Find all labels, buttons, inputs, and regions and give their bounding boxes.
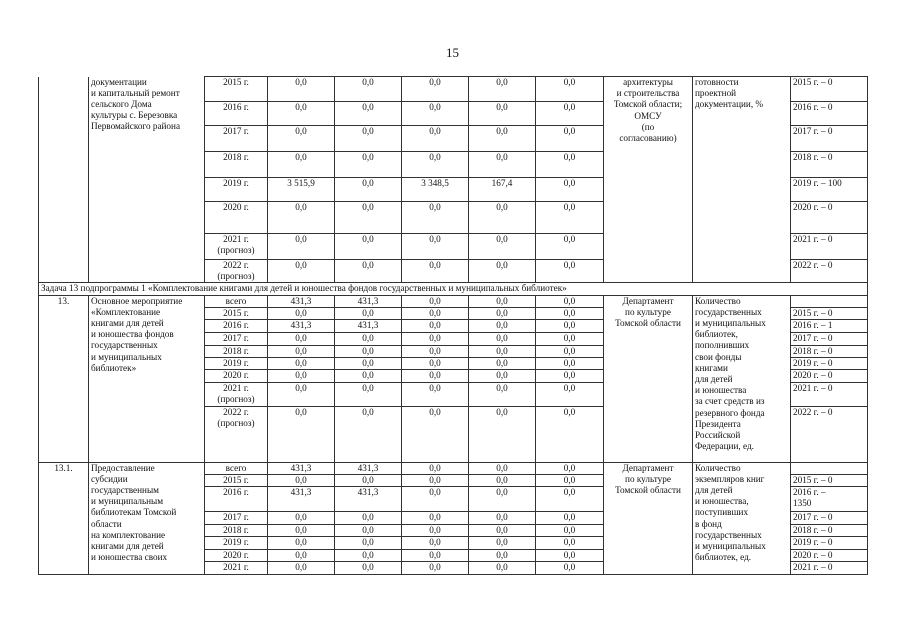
- value-cell: 0,0: [268, 260, 335, 283]
- value-cell: 0,0: [536, 370, 604, 382]
- indicator-value: 2016 г. – 1350: [791, 487, 868, 512]
- indicator-name: готовности проектной документации, %: [693, 77, 791, 283]
- value-cell: 0,0: [335, 537, 402, 550]
- value-cell: 3 348,5: [402, 178, 469, 202]
- value-cell: 0,0: [268, 406, 335, 462]
- indicator-value: 2019 г. – 100: [791, 178, 868, 202]
- year-cell: 2016 г.: [205, 487, 268, 512]
- value-cell: 0,0: [335, 382, 402, 406]
- year-cell: 2018 г.: [205, 152, 268, 178]
- value-cell: 0,0: [268, 102, 335, 126]
- value-cell: 0,0: [469, 358, 536, 370]
- indicator-value: 2021 г. – 0: [791, 234, 868, 260]
- value-cell: 0,0: [536, 202, 604, 234]
- value-cell: 0,0: [268, 382, 335, 406]
- row-number: [39, 77, 89, 283]
- value-cell: 0,0: [335, 77, 402, 102]
- year-cell: 2016 г.: [205, 102, 268, 126]
- indicator-name: Количество экземпляров книг для детей и юношества, поступивших в фонд государственных и муниципальных библиотек, ед.: [693, 462, 791, 574]
- indicator-value: 2021 г. – 0: [791, 562, 868, 574]
- value-cell: 0,0: [268, 358, 335, 370]
- indicator-value: 2019 г. – 0: [791, 358, 868, 370]
- value-cell: 0,0: [402, 474, 469, 486]
- value-cell: 0,0: [536, 126, 604, 152]
- value-cell: 0,0: [268, 346, 335, 358]
- value-cell: 0,0: [335, 152, 402, 178]
- year-cell: 2015 г.: [205, 307, 268, 319]
- value-cell: 0,0: [335, 102, 402, 126]
- value-cell: 0,0: [402, 512, 469, 525]
- value-cell: 0,0: [469, 77, 536, 102]
- value-cell: 431,3: [335, 295, 402, 307]
- value-cell: 0,0: [536, 537, 604, 550]
- value-cell: 0,0: [268, 525, 335, 537]
- year-cell: 2017 г.: [205, 512, 268, 525]
- value-cell: 0,0: [402, 462, 469, 474]
- value-cell: 0,0: [469, 512, 536, 525]
- indicator-value: 2015 г. – 0: [791, 307, 868, 319]
- year-cell: 2022 г. (прогноз): [205, 260, 268, 283]
- executor-cell: Департамент по культуре Томской области: [604, 295, 693, 462]
- value-cell: 0,0: [536, 550, 604, 562]
- indicator-value: 2017 г. – 0: [791, 126, 868, 152]
- year-cell: 2020 г.: [205, 370, 268, 382]
- value-cell: 0,0: [536, 295, 604, 307]
- value-cell: 0,0: [536, 512, 604, 525]
- indicator-value: 2022 г. – 0: [791, 260, 868, 283]
- value-cell: 0,0: [469, 260, 536, 283]
- value-cell: 0,0: [536, 406, 604, 462]
- indicator-value: [791, 295, 868, 307]
- value-cell: 431,3: [268, 320, 335, 333]
- value-cell: 0,0: [469, 346, 536, 358]
- value-cell: 0,0: [469, 126, 536, 152]
- value-cell: 0,0: [469, 562, 536, 574]
- indicator-value: 2016 г. – 0: [791, 102, 868, 126]
- value-cell: 0,0: [268, 550, 335, 562]
- row-number: 13.1.: [39, 462, 89, 574]
- value-cell: 0,0: [402, 550, 469, 562]
- value-cell: 431,3: [335, 487, 402, 512]
- value-cell: 0,0: [335, 406, 402, 462]
- value-cell: 0,0: [268, 202, 335, 234]
- year-cell: 2019 г.: [205, 178, 268, 202]
- year-cell: 2015 г.: [205, 77, 268, 102]
- value-cell: 0,0: [402, 260, 469, 283]
- indicator-value: 2016 г. – 1: [791, 320, 868, 333]
- program-table: [38, 76, 868, 575]
- value-cell: 0,0: [536, 320, 604, 333]
- indicator-value: 2019 г. – 0: [791, 537, 868, 550]
- year-cell: 2018 г.: [205, 346, 268, 358]
- table-row: [39, 295, 868, 307]
- year-cell: 2021 г. (прогноз): [205, 234, 268, 260]
- year-cell: 2019 г.: [205, 537, 268, 550]
- value-cell: 0,0: [469, 525, 536, 537]
- value-cell: 0,0: [268, 77, 335, 102]
- value-cell: 0,0: [335, 358, 402, 370]
- value-cell: 0,0: [335, 260, 402, 283]
- value-cell: 0,0: [469, 474, 536, 486]
- value-cell: 431,3: [335, 462, 402, 474]
- year-cell: 2017 г.: [205, 333, 268, 346]
- year-cell: всего: [205, 295, 268, 307]
- value-cell: 0,0: [469, 487, 536, 512]
- value-cell: 0,0: [268, 152, 335, 178]
- value-cell: 3 515,9: [268, 178, 335, 202]
- value-cell: 0,0: [268, 370, 335, 382]
- value-cell: 0,0: [402, 537, 469, 550]
- value-cell: 0,0: [536, 562, 604, 574]
- value-cell: 0,0: [402, 346, 469, 358]
- value-cell: 0,0: [335, 346, 402, 358]
- value-cell: 0,0: [402, 333, 469, 346]
- value-cell: 0,0: [402, 234, 469, 260]
- value-cell: 0,0: [402, 307, 469, 319]
- value-cell: 0,0: [402, 152, 469, 178]
- value-cell: 0,0: [469, 333, 536, 346]
- year-cell: 2021 г.: [205, 562, 268, 574]
- value-cell: 0,0: [536, 333, 604, 346]
- value-cell: 0,0: [402, 382, 469, 406]
- value-cell: 0,0: [268, 474, 335, 486]
- value-cell: 0,0: [536, 346, 604, 358]
- value-cell: 0,0: [268, 126, 335, 152]
- value-cell: 0,0: [268, 333, 335, 346]
- value-cell: 431,3: [268, 487, 335, 512]
- indicator-value: 2020 г. – 0: [791, 370, 868, 382]
- executor-cell: Департамент по культуре Томской области: [604, 462, 693, 574]
- value-cell: 0,0: [402, 102, 469, 126]
- value-cell: 0,0: [536, 102, 604, 126]
- value-cell: 0,0: [469, 537, 536, 550]
- value-cell: 0,0: [469, 295, 536, 307]
- value-cell: 0,0: [402, 406, 469, 462]
- year-cell: 2015 г.: [205, 474, 268, 486]
- value-cell: 0,0: [469, 550, 536, 562]
- indicator-value: 2020 г. – 0: [791, 550, 868, 562]
- value-cell: 431,3: [268, 462, 335, 474]
- value-cell: 0,0: [335, 178, 402, 202]
- value-cell: 0,0: [268, 307, 335, 319]
- value-cell: 0,0: [469, 462, 536, 474]
- value-cell: 0,0: [402, 370, 469, 382]
- indicator-value: 2022 г. – 0: [791, 406, 868, 462]
- table-row: [39, 462, 868, 474]
- measure-name: документации и капитальный ремонт сельского Дома культуры с. Березовка Первомайского района: [89, 77, 205, 283]
- value-cell: 0,0: [402, 202, 469, 234]
- value-cell: 0,0: [469, 234, 536, 260]
- measure-name: Основное мероприятие «Комплектование книгами для детей и юношества фондов государственных и муниципальных библиотек»: [89, 295, 205, 462]
- value-cell: 431,3: [268, 295, 335, 307]
- value-cell: 167,4: [469, 178, 536, 202]
- page-number: 15: [446, 45, 459, 60]
- value-cell: 0,0: [402, 358, 469, 370]
- indicator-value: 2017 г. – 0: [791, 333, 868, 346]
- value-cell: 0,0: [469, 406, 536, 462]
- year-cell: 2021 г. (прогноз): [205, 382, 268, 406]
- indicator-value: 2020 г. – 0: [791, 202, 868, 234]
- value-cell: 0,0: [268, 234, 335, 260]
- indicator-value: [791, 462, 868, 474]
- value-cell: 0,0: [335, 562, 402, 574]
- value-cell: 0,0: [536, 260, 604, 283]
- value-cell: 0,0: [335, 370, 402, 382]
- value-cell: 0,0: [402, 487, 469, 512]
- value-cell: 0,0: [402, 525, 469, 537]
- value-cell: 0,0: [536, 474, 604, 486]
- value-cell: 0,0: [268, 562, 335, 574]
- value-cell: 0,0: [335, 525, 402, 537]
- value-cell: 0,0: [268, 537, 335, 550]
- indicator-value: 2018 г. – 0: [791, 525, 868, 537]
- value-cell: 0,0: [536, 462, 604, 474]
- value-cell: 0,0: [536, 382, 604, 406]
- value-cell: 0,0: [469, 202, 536, 234]
- year-cell: 2018 г.: [205, 525, 268, 537]
- value-cell: 0,0: [402, 295, 469, 307]
- value-cell: 0,0: [469, 102, 536, 126]
- value-cell: 0,0: [469, 320, 536, 333]
- table-row: [39, 77, 868, 102]
- value-cell: 0,0: [536, 307, 604, 319]
- value-cell: 0,0: [402, 562, 469, 574]
- value-cell: 0,0: [469, 382, 536, 406]
- value-cell: 0,0: [335, 550, 402, 562]
- value-cell: 0,0: [536, 487, 604, 512]
- year-cell: 2016 г.: [205, 320, 268, 333]
- indicator-value: 2021 г. – 0: [791, 382, 868, 406]
- value-cell: 0,0: [335, 474, 402, 486]
- year-cell: 2017 г.: [205, 126, 268, 152]
- indicator-value: 2017 г. – 0: [791, 512, 868, 525]
- executor-cell: архитектуры и строительства Томской области; ОМСУ (по согласованию): [604, 77, 693, 283]
- value-cell: 0,0: [469, 307, 536, 319]
- indicator-name: Количество государственных и муниципальных библиотек, пополнивших свои фонды книгами для детей и юношества за счет средств из резервного фонда Президента Российской Федерации, ед.: [693, 295, 791, 462]
- value-cell: 0,0: [536, 77, 604, 102]
- row-number: 13.: [39, 295, 89, 462]
- value-cell: 0,0: [402, 320, 469, 333]
- value-cell: 0,0: [335, 202, 402, 234]
- value-cell: 0,0: [469, 152, 536, 178]
- year-cell: 2020 г.: [205, 202, 268, 234]
- value-cell: 0,0: [268, 512, 335, 525]
- indicator-value: 2015 г. – 0: [791, 77, 868, 102]
- value-cell: 0,0: [536, 178, 604, 202]
- value-cell: 0,0: [402, 126, 469, 152]
- value-cell: 0,0: [469, 370, 536, 382]
- value-cell: 0,0: [402, 77, 469, 102]
- indicator-value: 2018 г. – 0: [791, 346, 868, 358]
- year-cell: 2020 г.: [205, 550, 268, 562]
- value-cell: 0,0: [335, 307, 402, 319]
- value-cell: 0,0: [536, 525, 604, 537]
- value-cell: 0,0: [536, 152, 604, 178]
- value-cell: 0,0: [536, 358, 604, 370]
- value-cell: 0,0: [335, 512, 402, 525]
- value-cell: 431,3: [335, 320, 402, 333]
- value-cell: 0,0: [335, 234, 402, 260]
- measure-name: Предоставление субсидии государственным и муниципальным библиотекам Томской области на комплектование книгами для детей и юношества своих: [89, 462, 205, 574]
- indicator-value: 2015 г. – 0: [791, 474, 868, 486]
- year-cell: 2022 г. (прогноз): [205, 406, 268, 462]
- value-cell: 0,0: [335, 126, 402, 152]
- value-cell: 0,0: [335, 333, 402, 346]
- indicator-value: 2018 г. – 0: [791, 152, 868, 178]
- value-cell: 0,0: [536, 234, 604, 260]
- year-cell: 2019 г.: [205, 358, 268, 370]
- task-row: [39, 283, 868, 295]
- task-title: Задача 13 подпрограммы 1 «Комплектование книгами для детей и юношества фондов государственных и муниципальных библиотек»: [39, 283, 868, 295]
- year-cell: всего: [205, 462, 268, 474]
